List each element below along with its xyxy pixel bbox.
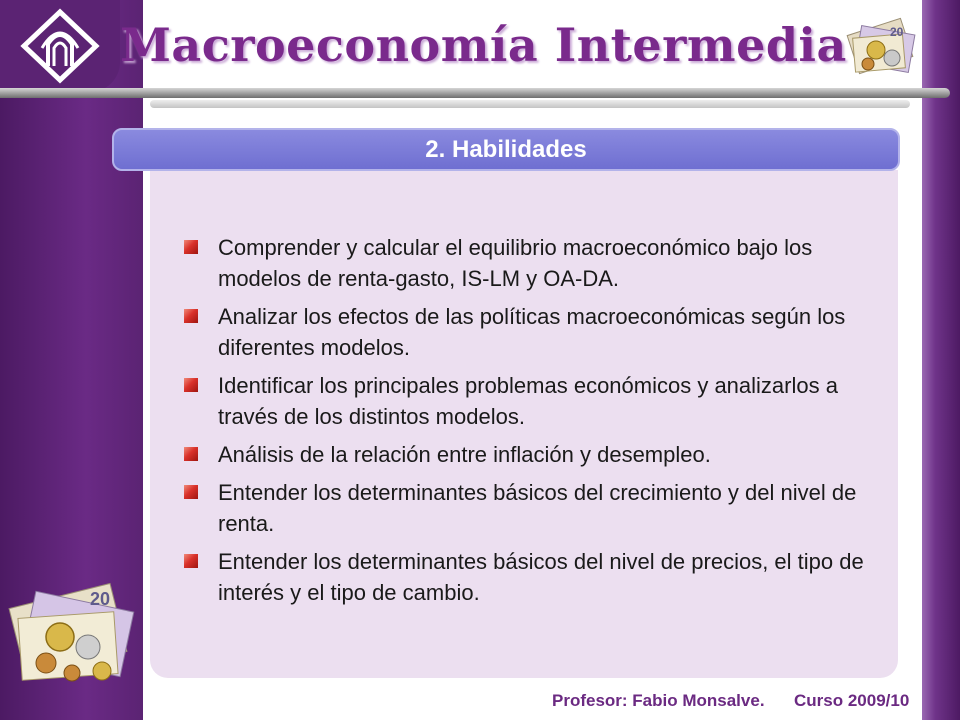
list-item-text: Análisis de la relación entre inflación y desempleo.: [218, 442, 711, 467]
list-item: [184, 370, 874, 432]
footer: [552, 691, 909, 711]
bullet-list: [184, 232, 874, 615]
list-item-text: Analizar los efectos de las políticas macroeconómicas según los diferentes modelos.: [218, 304, 846, 360]
euro-banknotes-coins-image: [6, 575, 142, 695]
section-title: 2. Habilidades: [425, 135, 587, 163]
logo-area: [0, 0, 120, 92]
bullet-icon: [184, 485, 198, 499]
banknote-value: 20: [890, 25, 904, 39]
bullet-icon: [184, 554, 198, 568]
footer-course: Curso 2009/10: [794, 691, 910, 710]
header-divider: [0, 88, 950, 98]
section-header: [112, 128, 900, 171]
page-title: Macroeconomía Intermedia: [120, 18, 847, 72]
bullet-icon: [184, 240, 198, 254]
right-sidebar-band: [922, 0, 960, 720]
list-item: [184, 439, 874, 470]
list-item-text: Entender los determinantes básicos del nivel de precios, el tipo de interés y el tipo de cambio.: [218, 549, 864, 605]
list-item-text: Identificar los principales problemas económicos y analizarlos a través de los distintos modelos.: [218, 373, 838, 429]
bullet-icon: [184, 378, 198, 392]
list-item: [184, 546, 874, 608]
footer-professor: Profesor: Fabio Monsalve.: [552, 691, 765, 710]
banknote-value: 20: [90, 589, 111, 609]
list-item-text: Entender los determinantes básicos del crecimiento y del nivel de renta.: [218, 480, 857, 536]
header-divider-secondary: [150, 100, 910, 108]
university-logo-icon: [20, 8, 100, 84]
bullet-icon: [184, 447, 198, 461]
list-item: [184, 301, 874, 363]
euro-banknotes-coins-image: [846, 12, 920, 84]
list-item-text: Comprender y calcular el equilibrio macroeconómico bajo los modelos de renta-gasto, IS-LM y OA-DA.: [218, 235, 813, 291]
bullet-icon: [184, 309, 198, 323]
list-item: [184, 232, 874, 294]
list-item: [184, 477, 874, 539]
